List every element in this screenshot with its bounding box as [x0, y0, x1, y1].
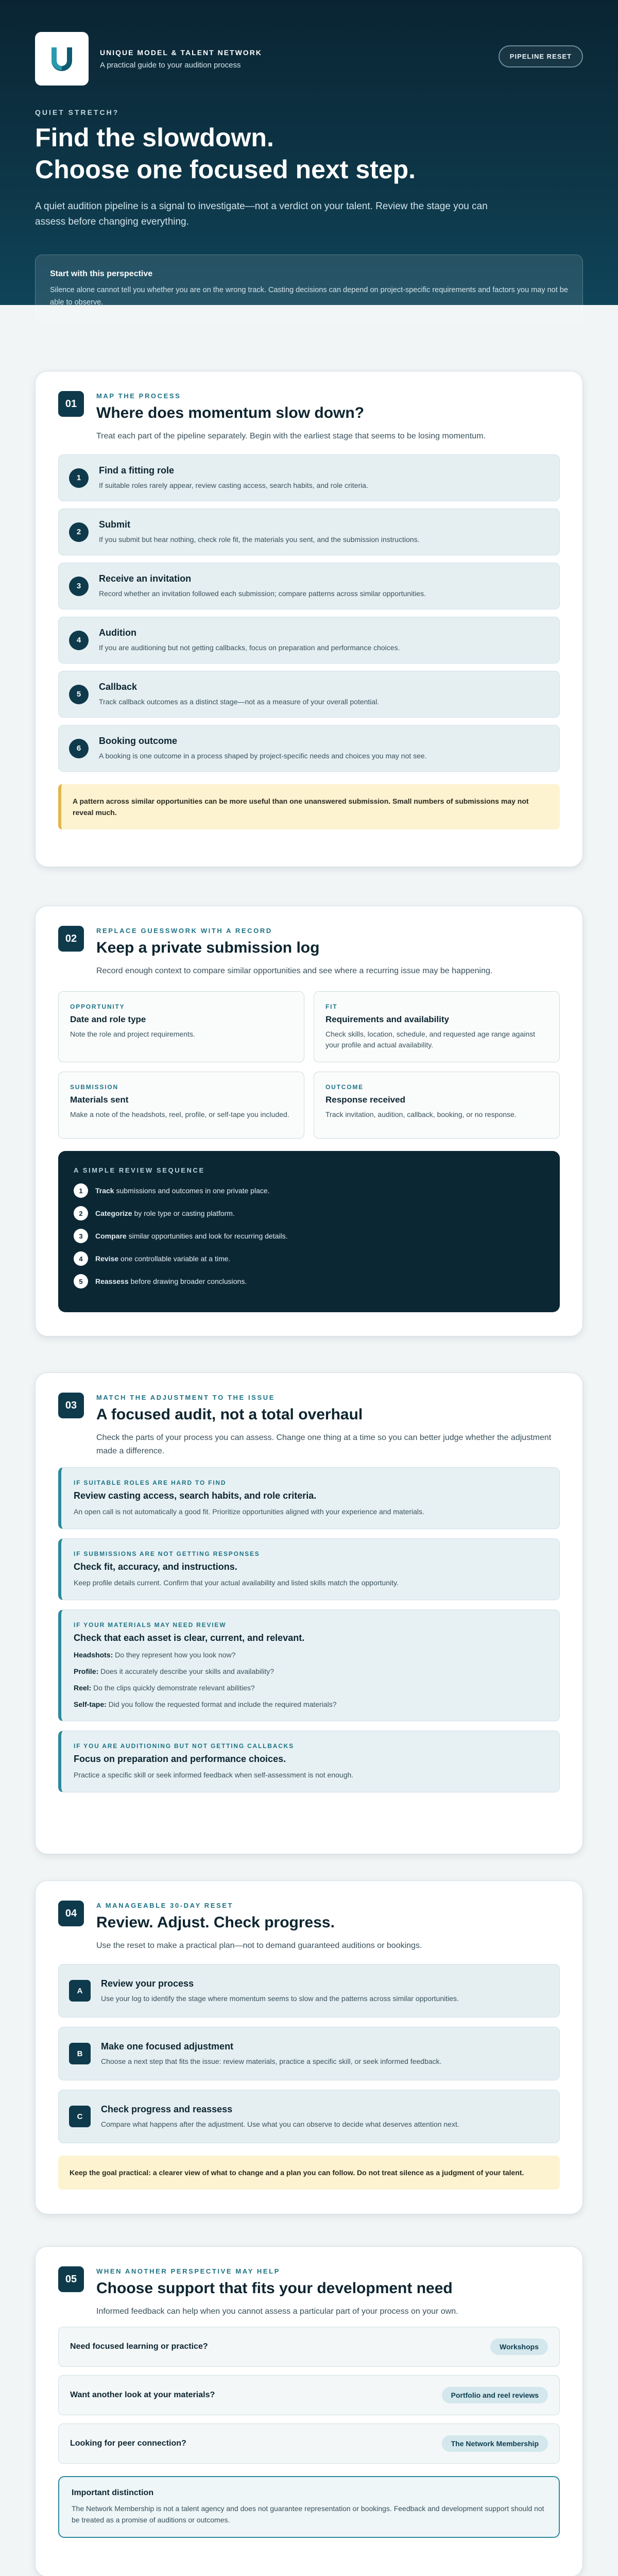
section-eyebrow: MATCH THE ADJUSTMENT TO THE ISSUE — [96, 1394, 276, 1401]
distinction-title: Important distinction — [72, 2488, 154, 2497]
review-number: 3 — [74, 1229, 88, 1243]
asset-label: Headshots: — [74, 1651, 113, 1659]
step-letter: B — [69, 2043, 91, 2064]
asset-question: Do the clips quickly demonstrate relevant abilities? — [91, 1684, 255, 1692]
review-verb: Compare — [95, 1232, 127, 1240]
step-number: 3 — [69, 577, 89, 596]
audit-item — [58, 1731, 560, 1792]
review-verb: Categorize — [95, 1209, 132, 1217]
review-item — [74, 1251, 544, 1266]
important-distinction — [58, 2476, 560, 2538]
support-question: Want another look at your materials? — [70, 2391, 215, 2399]
field-title: Response received — [325, 1095, 405, 1105]
support-question: Need focused learning or practice? — [70, 2342, 208, 2351]
step-body: If suitable roles rarely appear, review casting access, search habits, and role criteria. — [99, 481, 368, 489]
step-title: Check progress and reassess — [101, 2104, 233, 2114]
asset-check — [74, 1666, 547, 1676]
brand-name: UNIQUE MODEL & TALENT NETWORK — [100, 48, 262, 57]
review-text: submissions and outcomes in one private place. — [114, 1187, 270, 1195]
audit-title: Review casting access, search habits, and role criteria. — [74, 1490, 317, 1501]
asset-question: Does it accurately describe your skills and availability? — [98, 1667, 274, 1675]
review-number: 2 — [74, 1206, 88, 1221]
audit-eyebrow: IF YOUR MATERIALS MAY NEED REVIEW — [74, 1621, 227, 1629]
review-number: 5 — [74, 1274, 88, 1289]
step-body: If you are auditioning but not getting callbacks, focus on preparation and performance choices. — [99, 643, 400, 652]
step-title: Receive an invitation — [99, 573, 192, 584]
log-field-opportunity — [58, 991, 304, 1062]
section-submission-log — [35, 906, 583, 1336]
step-title: Audition — [99, 628, 136, 638]
reset-step — [58, 2027, 560, 2080]
audit-body: An open call is not automatically a good fit. Prioritize opportunities aligned with your experience and materials. — [74, 1507, 424, 1516]
workshops-link[interactable]: Workshops — [490, 2338, 548, 2355]
review-verb: Reassess — [95, 1277, 129, 1285]
section-focused-audit — [35, 1372, 583, 1854]
section-intro: Informed feedback can help when you cannot assess a particular part of your process on your own. — [96, 2307, 458, 2316]
review-item — [74, 1229, 544, 1243]
pipeline-step — [58, 671, 560, 718]
asset-question: Did you follow the requested format and include the required materials? — [106, 1700, 337, 1708]
field-title: Requirements and availability — [325, 1014, 449, 1024]
section-30-day-reset — [35, 1880, 583, 2214]
audit-item — [58, 1467, 560, 1529]
step-body: Choose a next step that fits the issue: review materials, practice a specific skill, or seek informed feedback. — [101, 2057, 442, 2065]
field-eyebrow: FIT — [325, 1003, 338, 1010]
section-intro: Check the parts of your process you can assess. Change one thing at a time so you can better judge whether the adjustment made a difference. — [96, 1433, 552, 1455]
step-title: Callback — [99, 682, 138, 692]
step-body: A booking is one outcome in a process shaped by project-specific needs and choices you may not see. — [99, 752, 427, 760]
review-item — [74, 1183, 544, 1198]
field-body: Note the role and project requirements. — [70, 1030, 195, 1038]
audit-body: Keep profile details current. Confirm that your actual availability and listed skills match the opportunity. — [74, 1579, 399, 1587]
section-title: Where does momentum slow down? — [96, 404, 365, 421]
reset-step — [58, 1964, 560, 2018]
pipeline-step — [58, 563, 560, 609]
audit-title: Check that each asset is clear, current, and relevant. — [74, 1633, 305, 1643]
step-letter: C — [69, 2106, 91, 2127]
review-text: before drawing broader conclusions. — [128, 1277, 247, 1285]
log-field-fit — [314, 991, 560, 1062]
logo-icon[interactable] — [35, 32, 89, 86]
portfolio-reviews-link[interactable]: Portfolio and reel reviews — [442, 2387, 548, 2403]
audit-title: Focus on preparation and performance choices. — [74, 1754, 286, 1764]
audit-title: Check fit, accuracy, and instructions. — [74, 1562, 237, 1572]
pipeline-step — [58, 725, 560, 772]
perspective-card — [35, 255, 583, 324]
log-field-outcome — [314, 1072, 560, 1139]
goal-note: Keep the goal practical: a clearer view of what to change and a plan you can follow. Do not treat silence as a judgment of your talent. — [58, 2156, 560, 2190]
asset-label: Reel: — [74, 1684, 92, 1692]
distinction-body: The Network Membership is not a talent agency and does not guarantee representation or bookings. Feedback and development support should not be treated as a promise of auditions or outcomes. — [72, 2504, 544, 2524]
hero-title-line1: Find the slowdown. — [35, 123, 274, 152]
hero-lead: A quiet audition pipeline is a signal to investigate—not a verdict on your talent. Review the stage you can assess before changing everything. — [35, 201, 488, 227]
membership-link[interactable]: The Network Membership — [442, 2435, 548, 2452]
review-sequence — [58, 1151, 560, 1312]
asset-check — [74, 1699, 547, 1709]
hero-title-line2: Choose one focused next step. — [35, 155, 416, 184]
step-body: Use your log to identify the stage where momentum seems to slow and the patterns across similar opportunities. — [101, 1994, 459, 2003]
section-title: Choose support that fits your development need — [96, 2280, 453, 2297]
section-intro: Use the reset to make a practical plan—not to demand guaranteed auditions or bookings. — [96, 1941, 422, 1950]
support-question: Looking for peer connection? — [70, 2439, 186, 2448]
audit-eyebrow: IF SUITABLE ROLES ARE HARD TO FIND — [74, 1479, 227, 1486]
asset-label: Self-tape: — [74, 1700, 107, 1708]
perspective-body: Silence alone cannot tell you whether you are on the wrong track. Casting decisions can depend on project-specific requirements and factors you may not be able to observe. — [50, 286, 568, 307]
section-number: 04 — [58, 1901, 84, 1926]
step-body: Compare what happens after the adjustment. Use what you can observe to decide what deserves attention next. — [101, 2120, 459, 2128]
review-text: by role type or casting platform. — [132, 1209, 235, 1217]
step-title: Make one focused adjustment — [101, 2041, 234, 2052]
review-verb: Track — [95, 1187, 114, 1195]
step-body: Track callback outcomes as a distinct stage—not as a measure of your overall potential. — [99, 698, 380, 706]
field-body: Check skills, location, schedule, and requested age range against your profile and actual availability. — [325, 1030, 536, 1049]
review-verb: Revise — [95, 1255, 119, 1263]
hero — [0, 0, 618, 305]
review-item — [74, 1206, 544, 1221]
section-support — [35, 2246, 583, 2576]
brand-tagline: A practical guide to your audition process — [100, 60, 241, 70]
field-eyebrow: OUTCOME — [325, 1083, 364, 1091]
reset-step — [58, 2090, 560, 2143]
perspective-title: Start with this perspective — [50, 269, 153, 278]
section-eyebrow: WHEN ANOTHER PERSPECTIVE MAY HELP — [96, 2267, 280, 2275]
asset-check — [74, 1650, 547, 1660]
section-title: Review. Adjust. Check progress. — [96, 1914, 335, 1931]
step-number: 2 — [69, 522, 89, 542]
section-eyebrow: MAP THE PROCESS — [96, 392, 181, 400]
audit-item — [58, 1609, 560, 1721]
section-intro: Treat each part of the pipeline separately. Begin with the earliest stage that seems to be losing momentum. — [96, 432, 486, 440]
section-number: 01 — [58, 391, 84, 417]
field-eyebrow: SUBMISSION — [70, 1083, 119, 1091]
review-number: 4 — [74, 1251, 88, 1266]
section-title: Keep a private submission log — [96, 939, 320, 956]
review-text: one controllable variable at a time. — [118, 1255, 231, 1263]
step-letter: A — [69, 1980, 91, 2002]
step-title: Booking outcome — [99, 736, 177, 746]
log-fields — [58, 991, 560, 1139]
step-body: If you submit but hear nothing, check role fit, the materials you sent, and the submission instructions. — [99, 535, 420, 544]
section-number: 03 — [58, 1393, 84, 1418]
audit-body: Practice a specific skill or seek informed feedback when self-assessment is not enough. — [74, 1771, 354, 1779]
review-number: 1 — [74, 1183, 88, 1198]
pattern-note: A pattern across similar opportunities can be more useful than one unanswered submission. Small numbers of submissions may not reveal much. — [58, 784, 560, 829]
pipeline-step — [58, 509, 560, 555]
step-title: Review your process — [101, 1978, 194, 1989]
section-title: A focused audit, not a total overhaul — [96, 1406, 363, 1423]
section-number: 02 — [58, 926, 84, 952]
pipeline-reset-button[interactable]: PIPELINE RESET — [499, 45, 583, 67]
review-text: similar opportunities and look for recurring details. — [126, 1232, 288, 1240]
field-eyebrow: OPPORTUNITY — [70, 1003, 125, 1010]
hero-title — [35, 122, 583, 185]
section-eyebrow: REPLACE GUESSWORK WITH A RECORD — [96, 927, 272, 935]
step-title: Find a fitting role — [99, 465, 174, 476]
audit-eyebrow: IF YOU ARE AUDITIONING BUT NOT GETTING CALLBACKS — [74, 1742, 294, 1750]
log-field-submission — [58, 1072, 304, 1139]
step-number: 4 — [69, 631, 89, 650]
section-eyebrow: A MANAGEABLE 30-DAY RESET — [96, 1902, 234, 1909]
step-title: Submit — [99, 519, 130, 530]
field-title: Materials sent — [70, 1095, 129, 1105]
audit-eyebrow: IF SUBMISSIONS ARE NOT GETTING RESPONSES — [74, 1550, 260, 1557]
support-row-reviews[interactable] — [58, 2375, 560, 2415]
field-body: Track invitation, audition, callback, booking, or no response. — [325, 1110, 517, 1118]
review-sequence-title: A SIMPLE REVIEW SEQUENCE — [74, 1166, 205, 1174]
asset-label: Profile: — [74, 1667, 99, 1675]
field-title: Date and role type — [70, 1014, 146, 1024]
pipeline-step — [58, 617, 560, 664]
field-body: Make a note of the headshots, reel, profile, or self-tape you included. — [70, 1110, 289, 1118]
step-number: 5 — [69, 685, 89, 704]
asset-question: Do they represent how you look now? — [113, 1651, 236, 1659]
support-row-workshops[interactable] — [58, 2327, 560, 2367]
section-intro: Record enough context to compare similar opportunities and see where a recurring issue may be happening. — [96, 967, 493, 975]
pipeline-step — [58, 454, 560, 501]
audit-item — [58, 1538, 560, 1600]
step-number: 1 — [69, 468, 89, 488]
step-number: 6 — [69, 739, 89, 758]
pipeline-steps — [58, 454, 560, 772]
hero-eyebrow: QUIET STRETCH? — [35, 108, 119, 116]
review-item — [74, 1274, 544, 1289]
section-number: 05 — [58, 2266, 84, 2292]
step-body: Record whether an invitation followed each submission; compare patterns across similar opportunities. — [99, 589, 426, 598]
section-map-process — [35, 371, 583, 867]
support-row-membership[interactable] — [58, 2424, 560, 2464]
asset-check — [74, 1683, 547, 1693]
